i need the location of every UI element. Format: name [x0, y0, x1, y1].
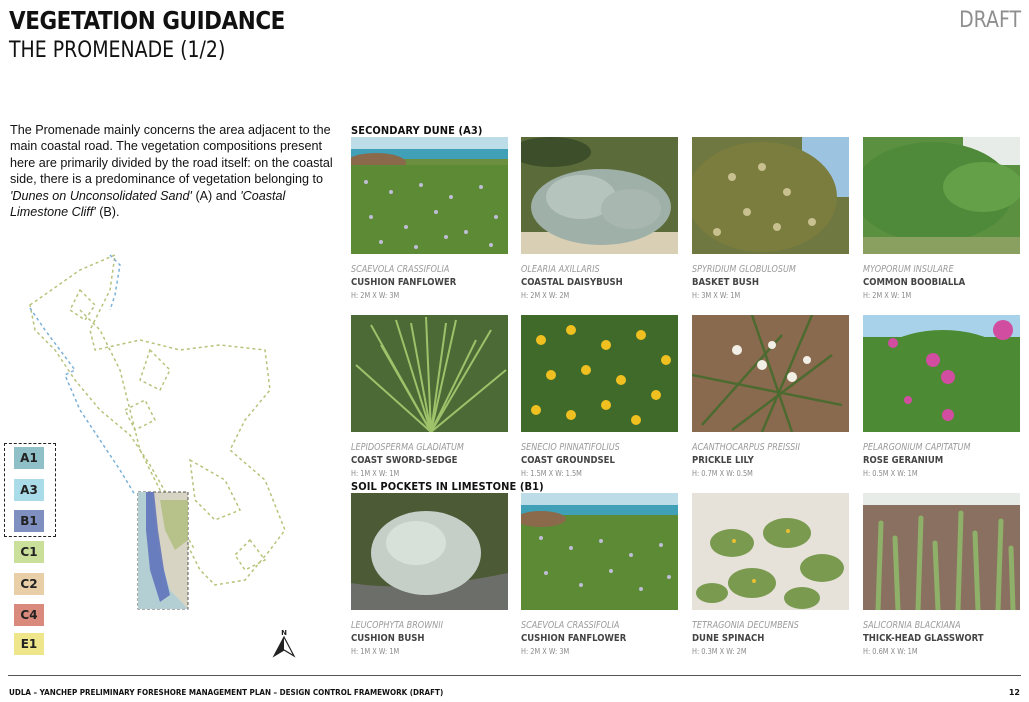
draft-label: DRAFT [958, 8, 1021, 33]
plant-size: H: 1.5M X W: 1.5M [521, 469, 582, 478]
intro-text-1: The Promenade mainly concerns the area adjacent to the main coastal road. The vegetation compositions present here are primarily divided by the road itself: on the coastal side, there is a predominance of vegetation belonging to [10, 123, 333, 187]
plant-latin-name: SCAEVOLA CRASSIFOLIA [521, 620, 620, 631]
plant-latin-name: SPYRIDIUM GLOBULOSUM [692, 264, 796, 275]
plant-photo-lepidosperma [351, 315, 508, 432]
page-subtitle: THE PROMENADE (1/2) [9, 38, 226, 63]
plant-common-name: THICK-HEAD GLASSWORT [863, 633, 984, 644]
plant-photo-leucophyta [351, 493, 508, 610]
plant-latin-name: OLEARIA AXILLARIS [521, 264, 600, 275]
plant-size: H: 0.6M X W: 1M [863, 647, 918, 656]
plant-size: H: 2M X W: 2M [521, 291, 570, 300]
plant-common-name: COAST SWORD-SEDGE [351, 455, 458, 466]
plant-latin-name: SALICORNIA BLACKIANA [863, 620, 961, 631]
intro-paragraph [10, 122, 335, 220]
plant-latin-name: SCAEVOLA CRASSIFOLIA [351, 264, 450, 275]
plant-size: H: 0.7M X W: 0.5M [692, 469, 753, 478]
legend-swatch-a3: A3 [14, 479, 44, 501]
plant-latin-name: SENECIO PINNATIFOLIUS [521, 442, 620, 453]
legend-swatch-e1: E1 [14, 633, 44, 655]
plant-photo-scaevola-2 [521, 493, 678, 610]
plant-photo-acanthocarpus [692, 315, 849, 432]
plant-size: H: 0.3M X W: 2M [692, 647, 747, 656]
section-heading-soil-pockets: SOIL POCKETS IN LIMESTONE (B1) [351, 480, 544, 493]
plant-latin-name: PELARGONIUM CAPITATUM [863, 442, 971, 453]
plant-common-name: PRICKLE LILY [692, 455, 754, 466]
plant-photo-spyridium [692, 137, 849, 254]
intro-emphasis-cliff: 'Coastal Limestone Cliff' [10, 188, 286, 220]
plant-size: H: 2M X W: 3M [351, 291, 400, 300]
intro-emphasis-dunes: 'Dunes on Unconsolidated Sand' [10, 188, 192, 203]
plant-photo-myoporum [863, 137, 1020, 254]
plant-common-name: CUSHION FANFLOWER [521, 633, 627, 644]
plant-common-name: CUSHION BUSH [351, 633, 425, 644]
legend-swatch-c4: C4 [14, 604, 44, 626]
plant-latin-name: LEPIDOSPERMA GLADIATUM [351, 442, 464, 453]
plant-photo-olearia [521, 137, 678, 254]
legend-swatch-c1: C1 [14, 541, 44, 563]
plant-common-name: COASTAL DAISYBUSH [521, 277, 623, 288]
intro-text-2: (A) and [191, 188, 241, 203]
legend-swatch-a1: A1 [14, 447, 44, 469]
page-title: VEGETATION GUIDANCE [9, 6, 285, 35]
legend-swatch-b1: B1 [14, 510, 44, 532]
plant-common-name: ROSE GERANIUM [863, 455, 944, 466]
plant-photo-salicornia [863, 493, 1020, 610]
plant-common-name: COAST GROUNDSEL [521, 455, 615, 466]
north-label: N [281, 629, 287, 637]
plant-latin-name: ACANTHOCARPUS PREISSII [692, 442, 801, 453]
north-arrow-icon [272, 628, 296, 660]
plant-photo-senecio [521, 315, 678, 432]
plant-common-name: BASKET BUSH [692, 277, 759, 288]
plant-latin-name: MYOPORUM INSULARE [863, 264, 954, 275]
footer-divider [8, 675, 1021, 676]
site-map [20, 250, 320, 630]
plant-size: H: 1M X W: 1M [351, 469, 400, 478]
plant-size: H: 0.5M X W: 1M [863, 469, 918, 478]
plant-size: H: 2M X W: 1M [863, 291, 912, 300]
legend-swatch-c2: C2 [14, 573, 44, 595]
plant-common-name: COMMON BOOBIALLA [863, 277, 966, 288]
plant-latin-name: TETRAGONIA DECUMBENS [692, 620, 799, 631]
footer-document-title: UDLA – YANCHEP PRELIMINARY FORESHORE MANAGEMENT PLAN – DESIGN CONTROL FRAMEWORK (DRAFT) [9, 688, 444, 697]
plant-photo-tetragonia [692, 493, 849, 610]
plant-size: H: 1M X W: 1M [351, 647, 400, 656]
section-heading-secondary-dune: SECONDARY DUNE (A3) [351, 124, 483, 137]
plant-size: H: 3M X W: 1M [692, 291, 741, 300]
plant-photo-scaevola [351, 137, 508, 254]
plant-size: H: 2M X W: 3M [521, 647, 570, 656]
plant-common-name: CUSHION FANFLOWER [351, 277, 457, 288]
intro-text-3: (B). [95, 205, 120, 220]
page-number: 12 [1008, 688, 1020, 697]
plant-latin-name: LEUCOPHYTA BROWNII [351, 620, 443, 631]
plant-common-name: DUNE SPINACH [692, 633, 765, 644]
plant-photo-pelargonium [863, 315, 1020, 432]
